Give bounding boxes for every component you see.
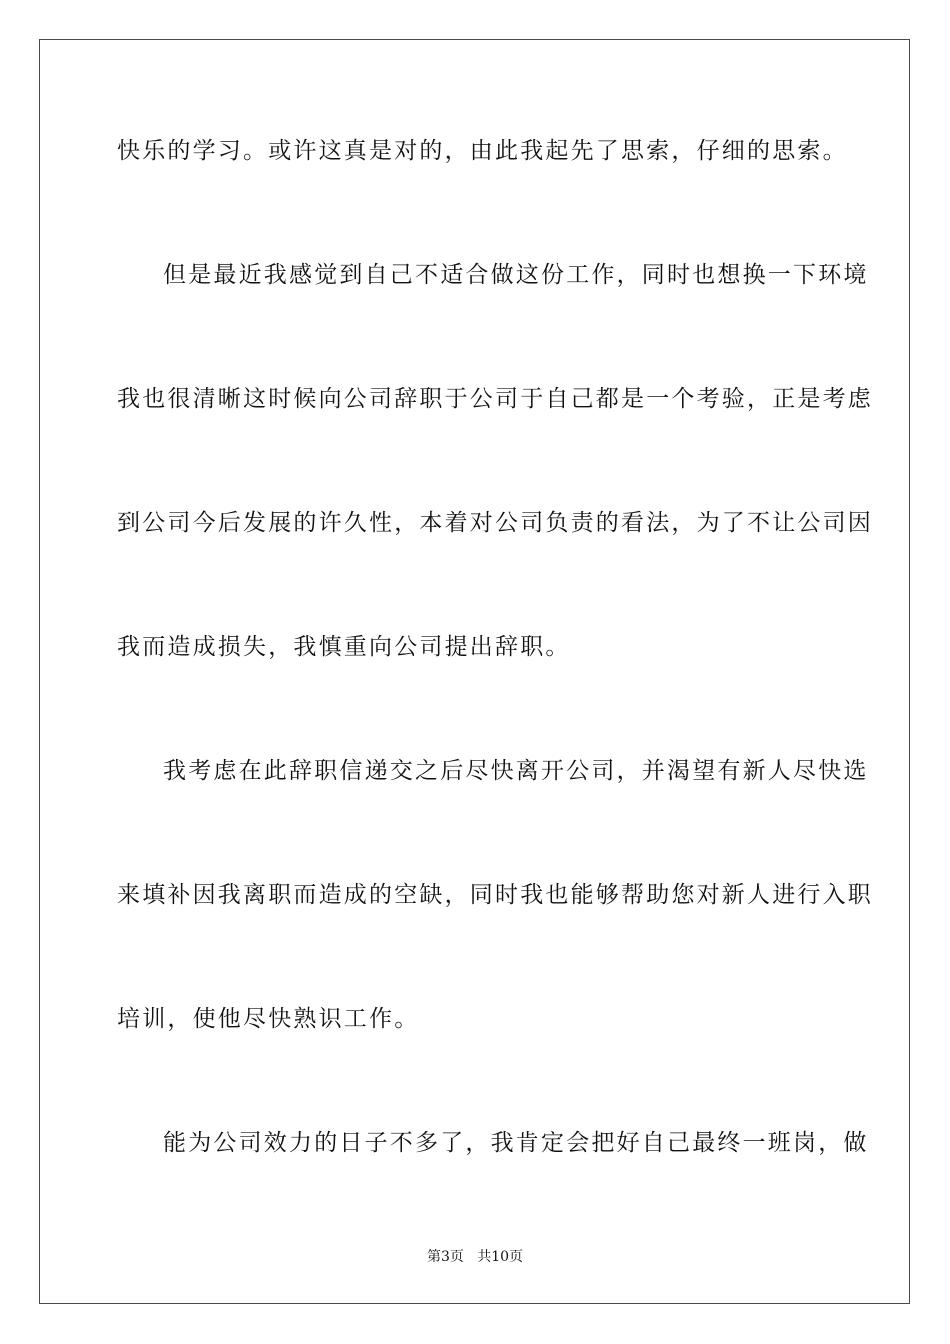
body-line-7: 来填补因我离职而造成的空缺，同时我也能够帮助您对新人进行入职	[117, 882, 873, 908]
body-line-4: 到公司今后发展的许久性，本着对公司负责的看法，为了不让公司因	[117, 510, 873, 536]
page-number-footer: 第3页 共10页	[426, 1249, 524, 1265]
body-line-3: 我也很清晰这时候向公司辞职于公司于自己都是一个考验，正是考虑	[117, 386, 873, 412]
body-line-2: 但是最近我感觉到自己不适合做这份工作，同时也想换一下环境	[163, 262, 869, 288]
body-line-1: 快乐的学习。或许这真是对的，由此我起先了思索，仔细的思索。	[117, 138, 848, 164]
page-border	[39, 39, 910, 1304]
body-line-8: 培训，使他尽快熟识工作。	[117, 1006, 420, 1032]
body-line-6: 我考虑在此辞职信递交之后尽快离开公司，并渴望有新人尽快选	[163, 758, 869, 784]
body-line-5: 我而造成损失，我慎重向公司提出辞职。	[117, 634, 571, 660]
body-line-9: 能为公司效力的日子不多了，我肯定会把好自己最终一班岗，做	[163, 1130, 869, 1156]
